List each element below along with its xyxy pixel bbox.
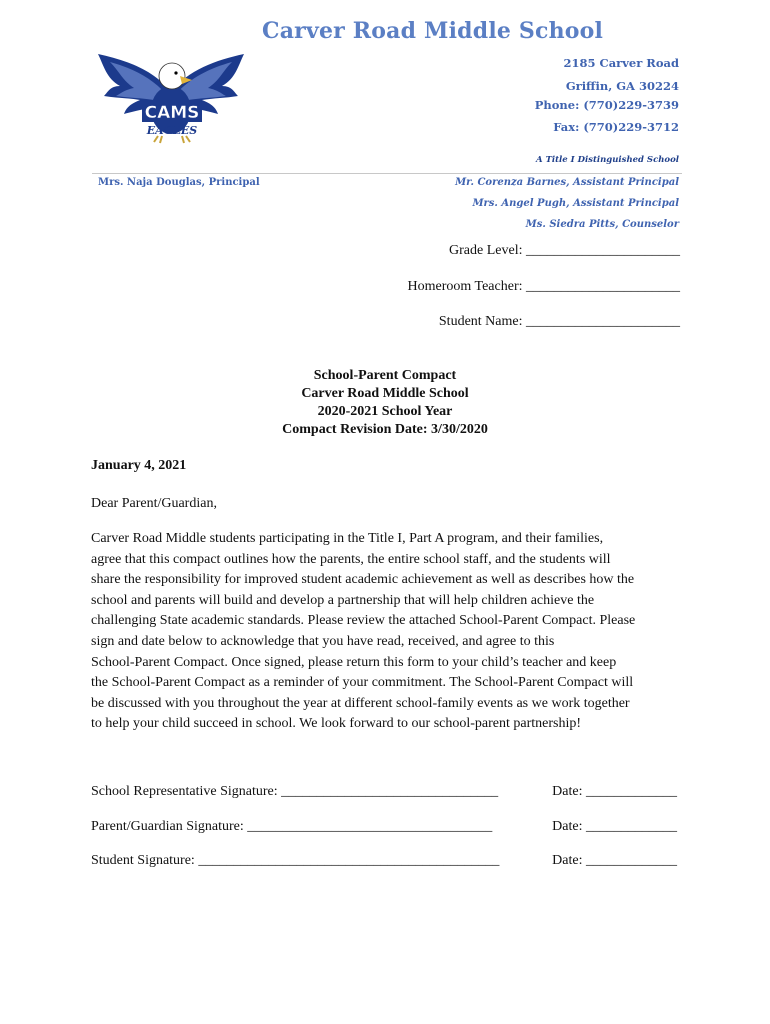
homeroom-teacher-field[interactable]: Homeroom Teacher: ______________________	[407, 279, 680, 294]
address-line-2: Griffin, GA 30224	[565, 79, 679, 93]
compact-year: 2020-2021 School Year	[317, 404, 453, 419]
body-line: Carver Road Middle students participating in the Title I, Part A program, and their families,	[91, 531, 604, 546]
letter-body	[91, 529, 686, 735]
grade-level-field[interactable]: Grade Level: ______________________	[449, 243, 680, 258]
parent-signature-row	[91, 819, 677, 835]
counselor-name: Ms. Siedra Pitts, Counselor	[525, 219, 679, 230]
parent-signature-field[interactable]: Parent/Guardian Signature: ___________________________________	[91, 819, 493, 834]
phone-number: Phone: (770)229-3739	[534, 98, 679, 112]
compact-school: Carver Road Middle School	[301, 386, 469, 401]
letterhead-divider	[92, 173, 682, 174]
student-signature-field[interactable]: Student Signature: ___________________________________________	[91, 853, 500, 868]
body-line: school and parents will build and develop a partnership that will help children achieve the	[91, 592, 595, 608]
address-line-1: 2185 Carver Road	[563, 56, 679, 70]
salutation: Dear Parent/Guardian,	[91, 496, 217, 511]
body-line: be discussed with you throughout the year at different school-family events as we work together	[91, 695, 630, 711]
body-line: agree that this compact outlines how the parents, the entire school staff, and the students will	[91, 551, 611, 567]
logo-text-main: CAMS	[144, 103, 200, 123]
compact-title: School-Parent Compact	[313, 368, 457, 383]
compact-title-block	[0, 367, 770, 439]
assistant-principal-2: Mrs. Angel Pugh, Assistant Principal	[472, 198, 679, 209]
title-i-distinction: A Title I Distinguished School	[536, 155, 679, 165]
body-line: challenging State academic standards. Please review the attached School-Parent Compact. Please	[91, 613, 636, 629]
student-name-field[interactable]: Student Name: ______________________	[438, 314, 680, 329]
parent-date-field[interactable]: Date: _____________	[552, 819, 677, 834]
principal-name: Mrs. Naja Douglas, Principal	[98, 177, 260, 188]
student-signature-row	[91, 853, 677, 869]
cams-eagles-logo	[96, 52, 246, 144]
body-line: School-Parent Compact. Once signed, please return this form to your child’s teacher and keep	[91, 654, 617, 670]
school-rep-date-field[interactable]: Date: _____________	[552, 784, 677, 799]
student-date-field[interactable]: Date: _____________	[552, 853, 677, 868]
letter-date: January 4, 2021	[91, 458, 187, 473]
school-rep-signature-field[interactable]: School Representative Signature: _______________________________	[91, 784, 499, 799]
compact-revision-date: Compact Revision Date: 3/30/2020	[282, 422, 488, 437]
school-name-heading: Carver Road Middle School	[262, 18, 604, 44]
body-line: the School-Parent Compact as a reminder of your commitment. The School-Parent Compact will	[91, 675, 634, 691]
body-line: to help your child succeed in school. We look forward to our school-parent partnership!	[91, 716, 582, 732]
body-line: share the responsibility for improved student academic achievement as well as describes how the	[91, 572, 635, 588]
logo-text-sub: EAGLES	[146, 124, 198, 137]
assistant-principal-1: Mr. Corenza Barnes, Assistant Principal	[455, 177, 679, 188]
school-rep-signature-row	[91, 784, 677, 800]
fax-number: Fax: (770)229-3712	[553, 120, 679, 134]
body-line: sign and date below to acknowledge that you have read, received, and agree to this	[91, 633, 555, 649]
